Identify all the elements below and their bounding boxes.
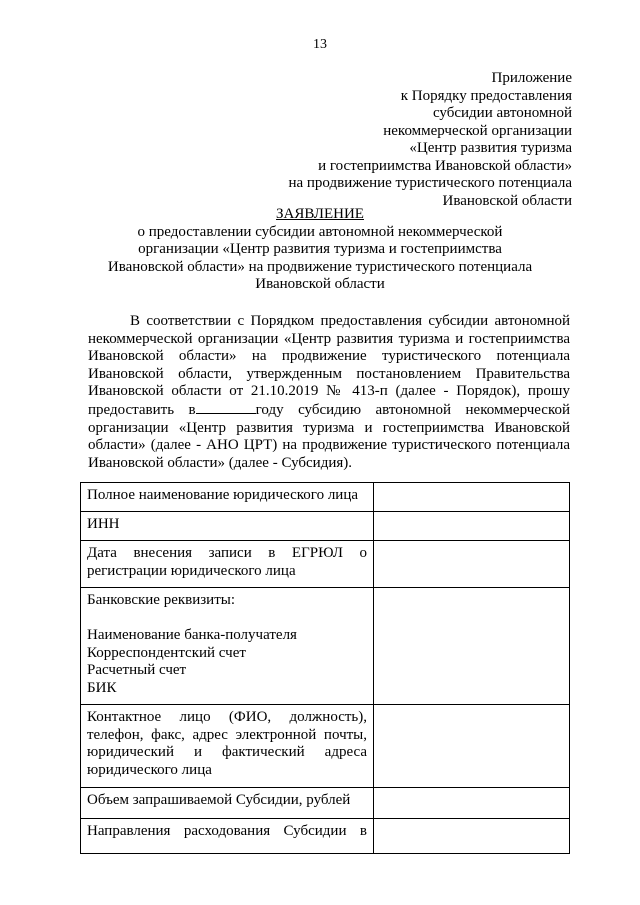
body-line: некоммерческой организации «Центр развития туризма и гостеприимства [88, 330, 570, 347]
body-line: В соответствии с Порядком предоставления субсидии автономной [130, 313, 570, 329]
row-value-cell[interactable] [374, 512, 570, 541]
appendix-line: некоммерческой организации [383, 122, 572, 139]
body-line: Ивановской области, утвержденным постановлением Правительства [88, 365, 570, 382]
body-text-fragment: году субсидию автономной некоммерческой [255, 401, 570, 418]
body-paragraph [88, 313, 570, 472]
row-label [81, 788, 374, 819]
label-text: Контактное лицо (ФИО, должность), [87, 709, 367, 725]
spacer [87, 610, 367, 628]
year-blank-field[interactable] [196, 401, 256, 414]
page-number: 13 [313, 37, 327, 52]
appendix-line: Ивановской области [442, 192, 572, 209]
label-text: Банковские реквизиты: [87, 592, 236, 608]
subtitle-line: организации «Центр развития туризма и гостеприимства [138, 241, 502, 257]
label-text: Наименование банка-получателя [87, 627, 297, 644]
table-row [81, 512, 570, 541]
application-form-table [80, 482, 570, 854]
row-label [81, 705, 374, 788]
body-line: Ивановской области от 21.10.2019 № 413-п (далее - Порядок), прошу [88, 383, 570, 400]
subtitle-line: Ивановской области» на продвижение туристического потенциала [107, 258, 533, 275]
row-label [81, 512, 374, 541]
subtitle-line: о предоставлении субсидии автономной некоммерческой [137, 223, 503, 240]
body-line: организации «Центр развития туризма и гостеприимства Ивановской [88, 419, 570, 436]
label-text: юридического лица [87, 761, 212, 778]
label-text: БИК [87, 679, 117, 696]
appendix-line: к Порядку предоставления [400, 87, 572, 104]
row-value-cell[interactable] [374, 705, 570, 788]
row-value-cell[interactable] [374, 588, 570, 705]
label-text: ИНН [87, 516, 120, 532]
row-value-cell[interactable] [374, 788, 570, 819]
label-text: Расчетный счет [87, 662, 187, 679]
appendix-header [288, 70, 572, 210]
row-value-cell[interactable] [374, 483, 570, 512]
label-text: Корреспондентский счет [87, 644, 246, 661]
document-heading [0, 206, 640, 294]
appendix-line: субсидии автономной [432, 105, 572, 121]
appendix-line: Приложение [491, 70, 572, 86]
table-row [81, 588, 570, 705]
label-text: юридический и фактический адреса [87, 744, 367, 761]
label-text: телефон, факс, адрес электронной почты, [87, 726, 367, 743]
label-text: Дата внесения записи в ЕГРЮЛ о [87, 545, 367, 561]
body-line: области» (далее - АНО ЦРТ) на продвижение туристического потенциала [88, 437, 570, 454]
appendix-line: и гостеприимства Ивановской области» [318, 157, 572, 174]
row-label [81, 483, 374, 512]
row-value-cell[interactable] [374, 541, 570, 588]
label-text: Направления расходования Субсидии в [87, 823, 367, 839]
document-title: ЗАЯВЛЕНИЕ [276, 206, 364, 222]
table-row [81, 541, 570, 588]
body-text-fragment: предоставить в [88, 401, 196, 418]
label-text: регистрации юридического лица [87, 562, 296, 579]
body-line: Ивановской области» (далее - Субсидия). [88, 454, 353, 471]
appendix-line: «Центр развития туризма [409, 140, 572, 156]
label-text: Объем запрашиваемой Субсидии, рублей [87, 792, 351, 808]
row-value-cell[interactable] [374, 819, 570, 854]
table-row [81, 819, 570, 854]
body-line-with-blank [88, 401, 570, 420]
row-label [81, 819, 374, 854]
label-text: Полное наименование юридического лица [87, 487, 359, 503]
table-row [81, 483, 570, 512]
body-line: Ивановской области» на продвижение туристического потенциала [88, 348, 570, 365]
row-label [81, 588, 374, 705]
subtitle-line: Ивановской области [255, 276, 385, 292]
row-label [81, 541, 374, 588]
table-row [81, 788, 570, 819]
table-row [81, 705, 570, 788]
appendix-line: на продвижение туристического потенциала [288, 175, 572, 191]
